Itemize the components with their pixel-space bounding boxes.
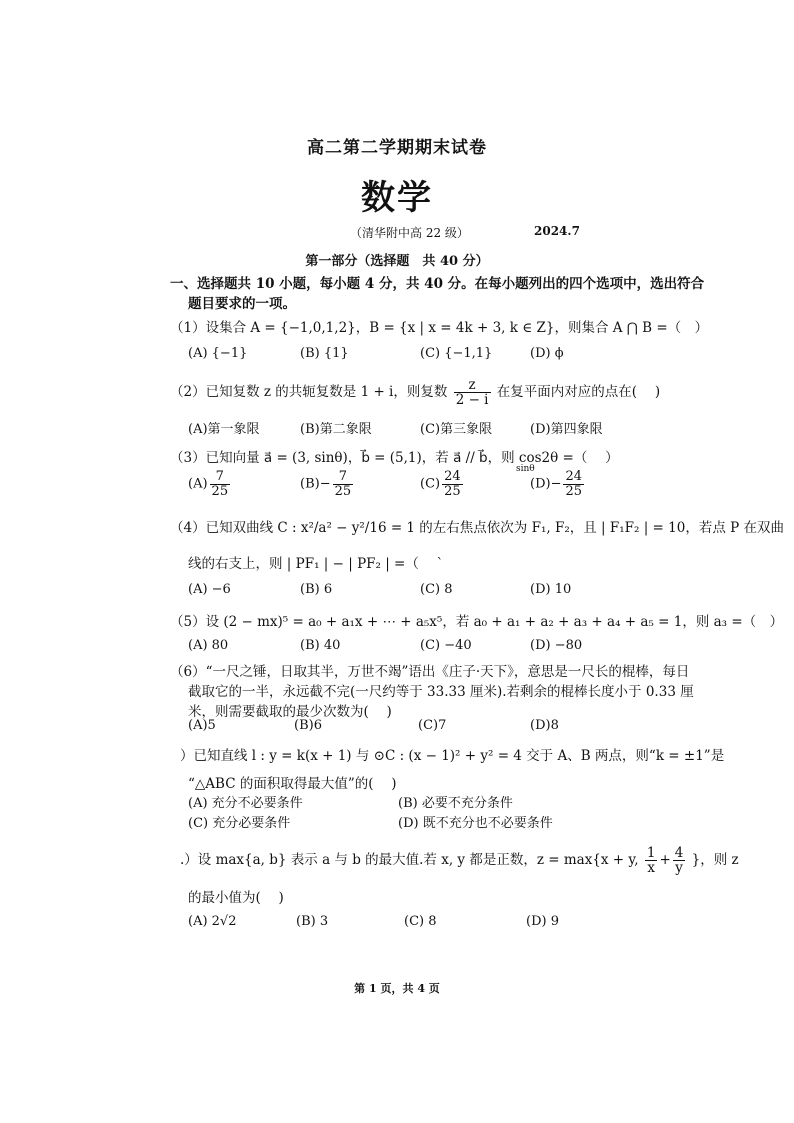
question-2-stem-b: 在复平面内对应的点在( ) — [496, 384, 661, 401]
school-label: （清华附中高 22 级） — [350, 226, 469, 240]
question-2-stem-a: （2）已知复数 z 的共轭复数是 1 + i，则复数 — [170, 384, 448, 401]
option-num: 7 — [210, 470, 231, 485]
option-fraction — [442, 470, 463, 498]
question-8-option-d: (D) 9 — [526, 914, 559, 929]
question-7-line2: “△ABC 的面积取得最大值”的( ) — [188, 776, 397, 792]
exam-title: 高二第二学期期末试卷 — [307, 138, 487, 158]
question-2-fraction-den: 2 − i — [455, 392, 489, 409]
option-label: (A) — [188, 476, 208, 492]
question-6-option-b: (B)6 — [294, 718, 322, 733]
fraction-4-over-y — [673, 846, 686, 875]
question-6-option-c: (C)7 — [418, 718, 447, 733]
option-den: 25 — [211, 483, 229, 499]
question-3-option-b — [300, 470, 355, 498]
question-3-option-d — [530, 470, 586, 498]
question-7-line1: ）已知直线 l : y = k(x + 1) 与 ⊙C : (x − 1)² + y² = 4 交于 A、B 两点，则“k = ±1”是 — [180, 748, 725, 764]
question-7-option-d: (D) 既不充分也不必要条件 — [398, 816, 553, 831]
question-1-option-b: (B) {1} — [300, 346, 349, 361]
question-5-option-d: (D) −80 — [530, 638, 583, 653]
question-2-fraction-num: z — [454, 378, 491, 393]
option-label: (C) — [420, 476, 441, 492]
question-7-option-a: (A) 充分不必要条件 — [188, 796, 303, 811]
question-2-stem — [170, 378, 660, 407]
question-2-option-b: (B)第二象限 — [300, 422, 372, 437]
option-label: (B) — [300, 476, 320, 492]
option-fraction — [210, 470, 231, 498]
question-4-stem-line2: 线的右支上，则 | PF₁ | − | PF₂ | =（ ` — [188, 556, 444, 572]
option-den: 25 — [444, 483, 461, 499]
exam-date: 2024.7 — [534, 224, 580, 238]
question-2-option-a: (A)第一象限 — [188, 422, 260, 437]
fraction-num: 1 — [646, 845, 656, 861]
question-3-option-a — [188, 470, 232, 498]
question-4-option-c: (C) 8 — [420, 582, 453, 597]
question-6-line3: 米，则需要截取的最少次数为( ) — [188, 704, 392, 720]
question-7-option-c: (C) 充分必要条件 — [188, 816, 291, 831]
question-8-line1-a: .）设 max{a, b} 表示 a 与 b 的最大值.若 x, y 都是正数，z = max{x + y, — [180, 852, 639, 869]
question-8-line1: .）设 max{a, b} 表示 a 与 b 的最大值.若 x, y 都是正数，z = max{x + y, $\frac{1}{x}$ + $\frac{4}{y}$ }，则 z — [180, 845, 739, 877]
question-1-stem: （1）设集合 A = {−1,0,1,2}，B = {x | x = 4k + 3, k ∈ Z}，则集合 A ⋂ B =（ ） — [170, 320, 709, 336]
question-4-option-a: (A) −6 — [188, 582, 231, 597]
part-heading: 第一部分（选择题 共 40 分） — [305, 254, 489, 269]
option-num: 24 — [565, 469, 583, 484]
question-1-option-a: (A) {−1} — [188, 346, 248, 361]
question-8-option-c: (C) 8 — [404, 914, 437, 929]
question-6-option-d: (D)8 — [530, 718, 559, 733]
section-instruction-line1: 一、选择题共 10 小题，每小题 4 分，共 40 分。在每小题列出的四个选项中，选出符合 — [170, 276, 705, 292]
fraction-den: x — [647, 860, 655, 877]
question-2-option-c: (C)第三象限 — [420, 422, 493, 437]
question-3-stem: （3）已知向量 a⃗ = (3, sinθ)，b⃗ = (5,1)，若 a⃗ // b⃗，则 cos2θ =（ ） — [170, 450, 619, 466]
question-6-option-a: (A)5 — [188, 718, 216, 733]
question-5-option-b: (B) 40 — [300, 638, 341, 653]
option-num: 24 — [444, 469, 461, 484]
subject-title: 数学 — [361, 178, 433, 218]
handwritten-mark: sinθ — [516, 464, 535, 474]
question-4-stem-line1: （4）已知双曲线 C : x²/a² − y²/16 = 1 的左右焦点依次为 F₁, F₂，且 | F₁F₂ | = 10，若点 P 在双曲 — [170, 520, 785, 536]
option-sign: − — [319, 476, 331, 492]
question-8-option-b: (B) 3 — [296, 914, 329, 929]
question-5-option-a: (A) 80 — [188, 638, 229, 653]
option-sign: − — [550, 476, 562, 492]
page-footer: 第 1 页，共 4 页 — [354, 982, 440, 995]
option-label: (D) — [530, 476, 551, 492]
question-2-fraction — [454, 378, 491, 407]
section-instruction-line2: 题目要求的一项。 — [188, 296, 296, 312]
question-8-line1-b: }，则 z — [691, 852, 739, 869]
question-1-option-d: (D) ϕ — [530, 346, 564, 361]
option-den: 25 — [565, 483, 583, 499]
question-6-line2: 截取它的一半，永远截不完(一尺约等于 33.33 厘米).若剩余的棍棒长度小于 0.33 厘 — [188, 684, 694, 700]
question-8-option-a: (A) 2√2 — [188, 914, 237, 929]
question-5-stem: （5）设 (2 − mx)⁵ = a₀ + a₁x + ⋯ + a₅x⁵，若 a₀ + a₁ + a₂ + a₃ + a₄ + a₅ = 1，则 a₃ =（ ） — [170, 614, 784, 630]
question-7-option-b: (B) 必要不充分条件 — [398, 796, 513, 811]
fraction-den: y — [675, 860, 683, 877]
question-1-option-c: (C) {−1,1} — [420, 346, 493, 361]
question-8-line2: 的最小值为( ) — [188, 890, 284, 906]
question-4-option-d: (D) 10 — [530, 582, 572, 597]
question-2-option-d: (D)第四象限 — [530, 422, 603, 437]
fraction-1-over-x — [645, 846, 658, 875]
question-6-line1: （6）“一尺之锤，日取其半，万世不竭”语出《庄子·天下》，意思是一尺长的棍棒，每日 — [170, 664, 690, 680]
question-3-option-c — [420, 470, 465, 498]
option-fraction — [563, 470, 584, 498]
option-fraction — [333, 470, 354, 498]
fraction-num: 4 — [674, 845, 684, 861]
option-den: 25 — [334, 483, 352, 499]
option-num: 7 — [333, 470, 354, 485]
question-4-option-b: (B) 6 — [300, 582, 333, 597]
question-5-option-c: (C) −40 — [420, 638, 472, 653]
